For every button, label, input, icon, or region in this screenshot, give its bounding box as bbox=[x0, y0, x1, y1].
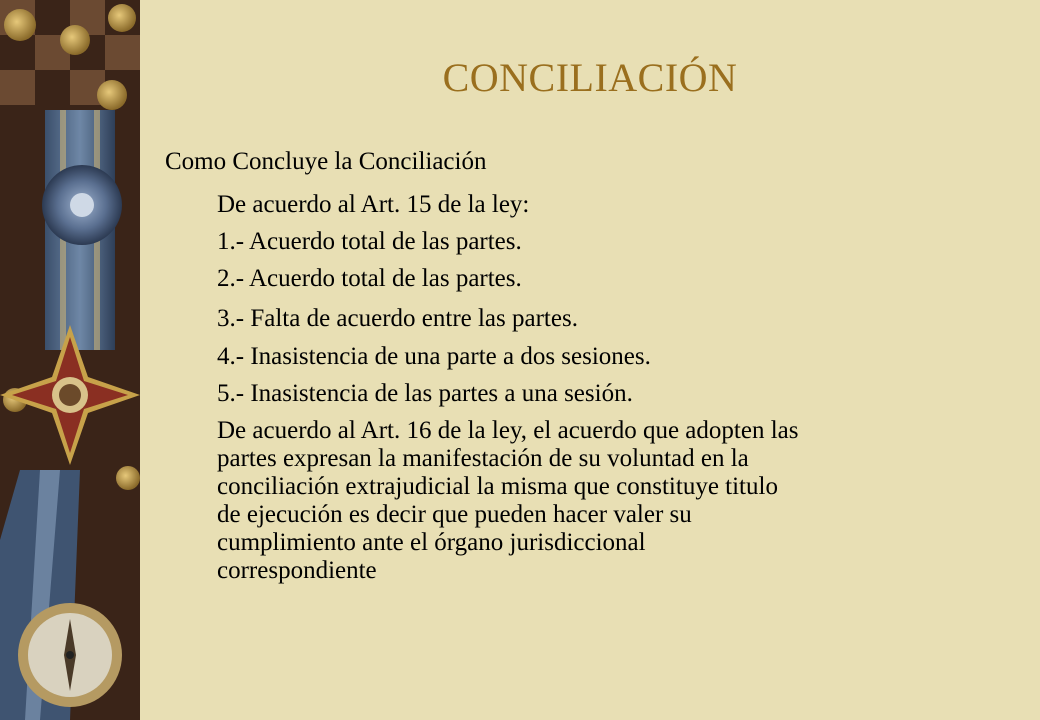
paragraph-line: correspondiente bbox=[217, 557, 377, 584]
list-item: 4.- Inasistencia de una parte a dos sesiones. bbox=[217, 343, 651, 370]
list-item: 3.- Falta de acuerdo entre las partes. bbox=[217, 305, 578, 332]
decorative-side-image bbox=[0, 0, 140, 720]
paragraph-line: De acuerdo al Art. 16 de la ley, el acuerdo que adopten las bbox=[217, 417, 799, 444]
list-item: 1.- Acuerdo total de las partes. bbox=[217, 228, 522, 255]
section-heading: Como Concluye la Conciliación bbox=[165, 148, 487, 175]
medal-collage-illustration bbox=[0, 0, 140, 720]
list-item: 2.- Acuerdo total de las partes. bbox=[217, 265, 522, 292]
paragraph-line: cumplimiento ante el órgano jurisdiccional bbox=[217, 529, 646, 556]
paragraph-line: de ejecución es decir que pueden hacer valer su bbox=[217, 501, 692, 528]
list-item: De acuerdo al Art. 15 de la ley: bbox=[217, 191, 530, 218]
slide-title: CONCILIACIÓN bbox=[442, 55, 738, 100]
paragraph-line: conciliación extrajudicial la misma que constituye titulo bbox=[217, 473, 778, 500]
paragraph-line: partes expresan la manifestación de su voluntad en la bbox=[217, 445, 749, 472]
list-item: 5.- Inasistencia de las partes a una sesión. bbox=[217, 380, 633, 407]
paragraph bbox=[217, 417, 997, 585]
